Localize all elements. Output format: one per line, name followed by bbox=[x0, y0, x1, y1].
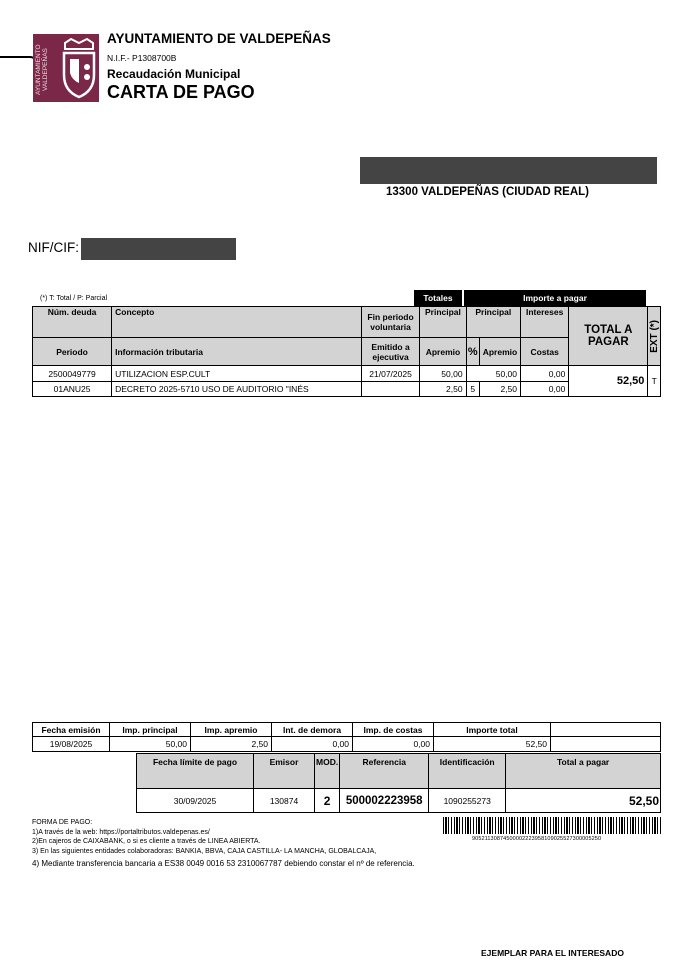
payment-methods-title: FORMA DE PAGO: bbox=[32, 819, 93, 826]
barcode bbox=[443, 817, 661, 834]
imp-principal: 50,00 bbox=[110, 737, 191, 752]
payment-methods bbox=[32, 818, 376, 856]
int-demora: 0,00 bbox=[272, 737, 353, 752]
header-int-demora: Int. de demora bbox=[272, 723, 353, 737]
logo-text: AYUNTAMIENTO VALDEPEÑAS bbox=[35, 44, 49, 96]
header-identificacion: Identificación bbox=[429, 754, 506, 789]
apremio: 2,50 bbox=[420, 382, 466, 397]
fin-periodo: 21/07/2025 bbox=[361, 366, 420, 382]
header-total-a-pagar: TOTAL A PAGAR bbox=[569, 307, 648, 366]
legend-note: (*) T: Total / P: Parcial bbox=[40, 295, 108, 302]
organization-name: AYUNTAMIENTO DE VALDEPEÑAS bbox=[107, 31, 331, 46]
header-fin-periodo: Fin periodo voluntaria bbox=[361, 307, 420, 338]
periodo: 01ANU25 bbox=[33, 382, 112, 397]
header-referencia: Referencia bbox=[340, 754, 429, 789]
header-emitido: Emitido a ejecutiva bbox=[361, 338, 420, 366]
header-fecha-limite: Fecha límite de pago bbox=[137, 754, 254, 789]
apremio-2: 2,50 bbox=[479, 382, 520, 397]
totales-label: Totales bbox=[414, 290, 462, 306]
summary-empty-cell-2 bbox=[551, 737, 661, 752]
importe-total: 52,50 bbox=[434, 737, 551, 752]
header-emisor: Emisor bbox=[254, 754, 315, 789]
emisor: 130874 bbox=[254, 789, 315, 813]
municipal-logo bbox=[33, 34, 99, 102]
fecha-emision: 19/08/2025 bbox=[33, 737, 110, 752]
header-apremio-2: Apremio bbox=[479, 338, 520, 366]
header-periodo: Periodo bbox=[33, 338, 112, 366]
payment-method-web: 1)A través de la web: https://portaltributos.valdepenas.es/ bbox=[32, 828, 210, 836]
coat-of-arms-icon bbox=[59, 37, 99, 99]
nif-label: NIF/CIF: bbox=[28, 240, 79, 255]
payment-table bbox=[136, 753, 661, 813]
mod: 2 bbox=[315, 789, 340, 813]
principal-2: 50,00 bbox=[466, 366, 520, 382]
header-principal: Principal bbox=[420, 307, 466, 338]
header-info-tributaria: Información tributaria bbox=[112, 338, 362, 366]
intereses: 0,00 bbox=[521, 366, 569, 382]
imp-costas: 0,00 bbox=[353, 737, 434, 752]
nif-number: N.I.F.- P1308700B bbox=[107, 53, 177, 63]
info-tributaria: DECRETO 2025-5710 USO DE AUDITORIO "INÉS bbox=[112, 382, 362, 397]
summary-empty-cell bbox=[551, 723, 661, 737]
payment-method-atm: 2)En cajeros de CAIXABANK, o si es cliente a través de LINEA ABIERTA. bbox=[32, 838, 261, 845]
header-mod: MOD. bbox=[315, 754, 340, 789]
department: Recaudación Municipal bbox=[107, 67, 241, 81]
total-pagar: 52,50 bbox=[506, 789, 661, 813]
footer-copy-label: EJEMPLAR PARA EL INTERESADO bbox=[481, 948, 624, 958]
redacted-address bbox=[360, 157, 657, 184]
table-row bbox=[33, 382, 661, 397]
header-intereses: Intereses bbox=[521, 307, 569, 338]
pct: 5 bbox=[466, 382, 479, 397]
header-apremio: Apremio bbox=[420, 338, 466, 366]
importe-a-pagar-label: Importe a pagar bbox=[464, 290, 646, 306]
header-fecha-emision: Fecha emisión bbox=[33, 723, 110, 737]
principal: 50,00 bbox=[420, 366, 466, 382]
total-a-pagar: 52,50 bbox=[569, 366, 648, 397]
summary-table bbox=[32, 722, 661, 752]
barcode-number: 90521130874500002223958109025527300005250 bbox=[472, 836, 602, 842]
payment-method-entities: 3) En las siguientes entidades colaboradoras: BANKIA, BBVA, CAJA CASTILLA- LA MANCHA, GLOBALCAJA, bbox=[32, 847, 377, 855]
header-imp-costas: Imp. de costas bbox=[353, 723, 434, 737]
payment-method-transfer: 4) Mediante transferencia bancaria a ES38 0049 0016 53 2310067787 debiendo constar el nº de referencia. bbox=[32, 859, 415, 868]
header-num-deuda: Núm. deuda bbox=[33, 307, 112, 338]
header-ext-label: EXT (*) bbox=[648, 319, 660, 353]
header-principal-2: Principal bbox=[466, 307, 520, 338]
emitido bbox=[361, 382, 420, 397]
costas: 0,00 bbox=[521, 382, 569, 397]
referencia: 500002223958 bbox=[340, 789, 429, 813]
ext-value: T bbox=[648, 366, 661, 397]
address-city: 13300 VALDEPEÑAS (CIUDAD REAL) bbox=[386, 186, 589, 198]
table-row bbox=[33, 366, 661, 382]
header-importe-total: Importe total bbox=[434, 723, 551, 737]
header-imp-principal: Imp. principal bbox=[110, 723, 191, 737]
header-ext bbox=[648, 307, 661, 366]
document-title: CARTA DE PAGO bbox=[107, 82, 255, 102]
header-pct: % bbox=[466, 338, 479, 366]
header-costas: Costas bbox=[521, 338, 569, 366]
header-concepto: Concepto bbox=[112, 307, 362, 338]
redacted-nif bbox=[81, 238, 236, 260]
header-imp-apremio: Imp. apremio bbox=[191, 723, 272, 737]
num-deuda: 2500049779 bbox=[33, 366, 112, 382]
identificacion: 1090255273 bbox=[429, 789, 506, 813]
header-total-pagar: Total a pagar bbox=[506, 754, 661, 789]
concepto: UTILIZACION ESP.CULT bbox=[112, 366, 362, 382]
fecha-limite: 30/09/2025 bbox=[137, 789, 254, 813]
debt-table bbox=[32, 306, 661, 397]
imp-apremio: 2,50 bbox=[191, 737, 272, 752]
